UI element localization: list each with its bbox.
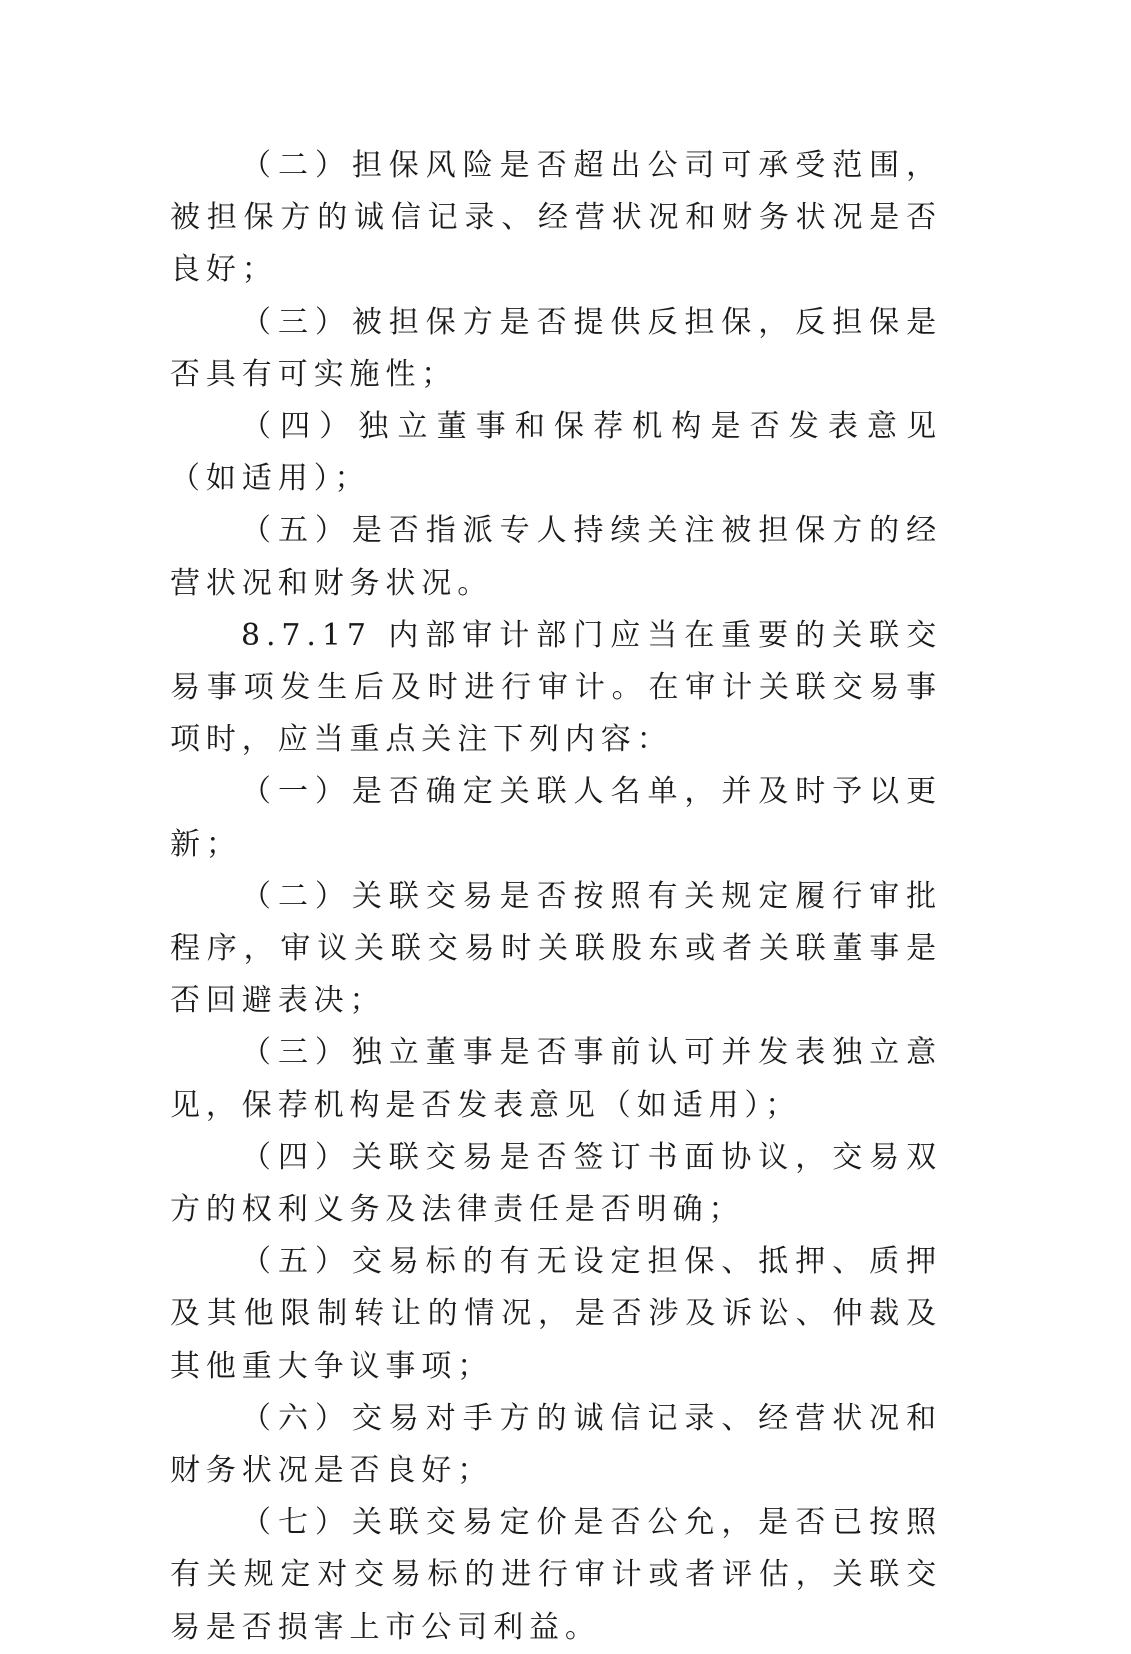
paragraph-related-party-list: （一）是否确定关联人名单，并及时予以更新； bbox=[170, 774, 942, 862]
paragraph-guarantee-risk: （二）担保风险是否超出公司可承受范围，被担保方的诚信记录、经营状况和财务状况是否良好； bbox=[170, 148, 942, 288]
paragraph-approval-procedure: （二）关联交易是否按照有关规定履行审批程序，审议关联交易时关联股东或者关联董事是否回避表决； bbox=[170, 878, 942, 1019]
paragraph-prior-approval: （三）独立董事是否事前认可并发表独立意见，保荐机构是否发表意见（如适用）； bbox=[170, 1035, 942, 1123]
document-body bbox=[170, 140, 942, 1654]
paragraph-written-agreement: （四）关联交易是否签订书面协议，交易双方的权利义务及法律责任是否明确； bbox=[170, 1139, 942, 1228]
paragraph-article-8-7-17: 8.7.17 内部审计部门应当在重要的关联交易事项发生后及时进行审计。在审计关联交易事项时，应当重点关注下列内容： bbox=[170, 617, 942, 758]
paragraph-counterparty-credit: （六）交易对手方的诚信记录、经营状况和财务状况是否良好； bbox=[170, 1400, 942, 1489]
paragraph-dedicated-monitoring: （五）是否指派专人持续关注被担保方的经营状况和财务状况。 bbox=[170, 513, 942, 601]
paragraph-fair-pricing: （七）关联交易定价是否公允，是否已按照有关规定对交易标的进行审计或者评估，关联交易是否损害上市公司利益。 bbox=[170, 1505, 942, 1645]
paragraph-independent-director-opinion: （四）独立董事和保荐机构是否发表意见（如适用）； bbox=[170, 409, 942, 497]
paragraph-encumbrance: （五）交易标的有无设定担保、抵押、质押及其他限制转让的情况，是否涉及诉讼、仲裁及其他重大争议事项； bbox=[170, 1244, 942, 1384]
paragraph-counter-guarantee: （三）被担保方是否提供反担保，反担保是否具有可实施性； bbox=[170, 304, 942, 392]
